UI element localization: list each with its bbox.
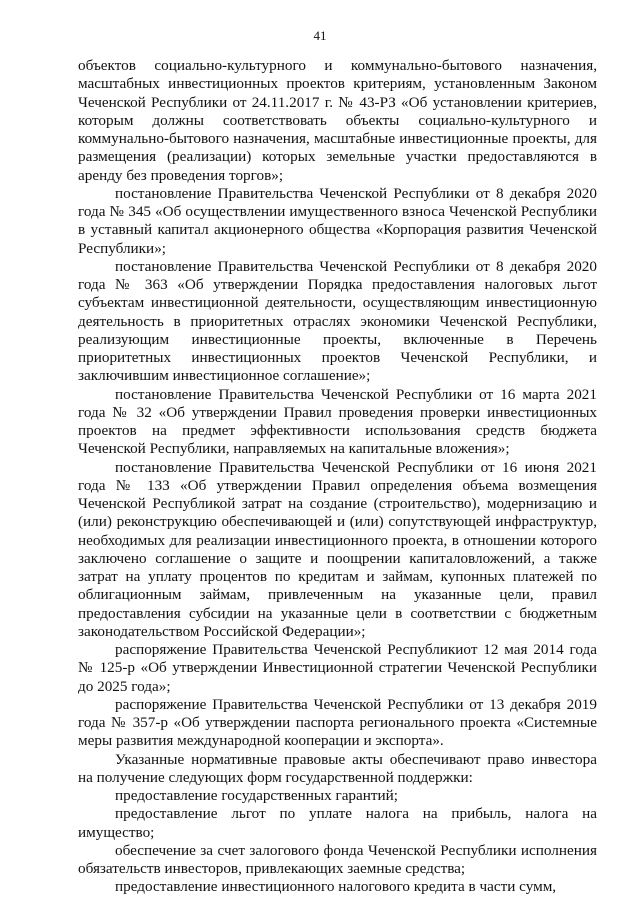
paragraph-2: постановление Правительства Чеченской Республики от 8 декабря 2020 года № 345 «Об осуществлении имущественного взноса Чеченской Республики в уставный капитал акционерного общества «Корпорация развития Чеченской Республики»; — [78, 184, 597, 257]
page-number: 41 — [313, 28, 327, 43]
paragraph-3: постановление Правительства Чеченской Республики от 8 декабря 2020 года № 363 «Об утверждении Порядка предоставления налоговых льгот субъектам инвестиционной деятельности, осуществляющим инвестиционную деятельность в приоритетных отраслях экономики Чеченской Республики, реализующим инвестиционные проекты, включенные в Перечень приоритетных инвестиционных проектов Чеченской Республики, и заключившим инвестиционное соглашение»; — [78, 257, 597, 385]
paragraph-6: распоряжение Правительства Чеченской Республикиот 12 мая 2014 года № 125-р «Об утверждении Инвестиционной стратегии Чеченской Республики до 2025 года»; — [78, 641, 597, 695]
paragraph-5: постановление Правительства Чеченской Республики от 16 июня 2021 года № 133 «Об утверждении Правил определения объема возмещения Чеченской Республикой затрат на создание (строительство), модернизацию и (или) реконструкцию обеспечивающей и (или) сопутствующей инфраструктур, необходимых для реализации инвестиционного проекта, в отношении которого заключено соглашение о защите и поощрении капиталовложений, а также затрат на уплату процентов по кредитам и займам, купонных платежей по облигационным займам, привлеченным на указанные цели, правил предоставления субсидии на указанные цели в соответствии с бюджетным законодательством Российской Федерации»; — [78, 458, 597, 640]
paragraph-7: распоряжение Правительства Чеченской Республики от 13 декабря 2019 года № 357-р «Об утверждении паспорта регионального проекта «Системные меры развития международной кооперации и экспорта». — [78, 695, 597, 750]
document-body — [78, 57, 597, 897]
paragraph-11: обеспечение за счет залогового фонда Чеченской Республики исполнения обязательств инвесторов, привлекающих заемные средства; — [78, 841, 597, 877]
paragraph-1: объектов социально-культурного и коммунально-бытового назначения, масштабных инвестиционных проектов критериям, установленным Законом Чеченской Республики от 24.11.2017 г. № 43-РЗ «Об установлении критериев, которым должны соответствовать объекты социально-культурного и коммунально-бытового назначения, масштабные инвестиционные проекты, для размещения (реализации) которых земельные участки предоставляются в аренду без проведения торгов»; — [78, 57, 597, 184]
paragraph-8: Указанные нормативные правовые акты обеспечивают право инвестора на получение следующих форм государственной поддержки: — [78, 750, 597, 786]
paragraph-10: предоставление льгот по уплате налога на прибыль, налога на имущество; — [78, 805, 597, 841]
paragraph-4: постановление Правительства Чеченской Республики от 16 марта 2021 года № 32 «Об утверждении Правил проведения проверки инвестиционных проектов на предмет эффективности использования средств бюджета Чеченской Республики, направляемых на капитальные вложения»; — [78, 385, 597, 458]
paragraph-9: предоставление государственных гарантий; — [115, 787, 399, 804]
paragraph-12: предоставление инвестиционного налогового кредита в части сумм, — [115, 878, 557, 896]
